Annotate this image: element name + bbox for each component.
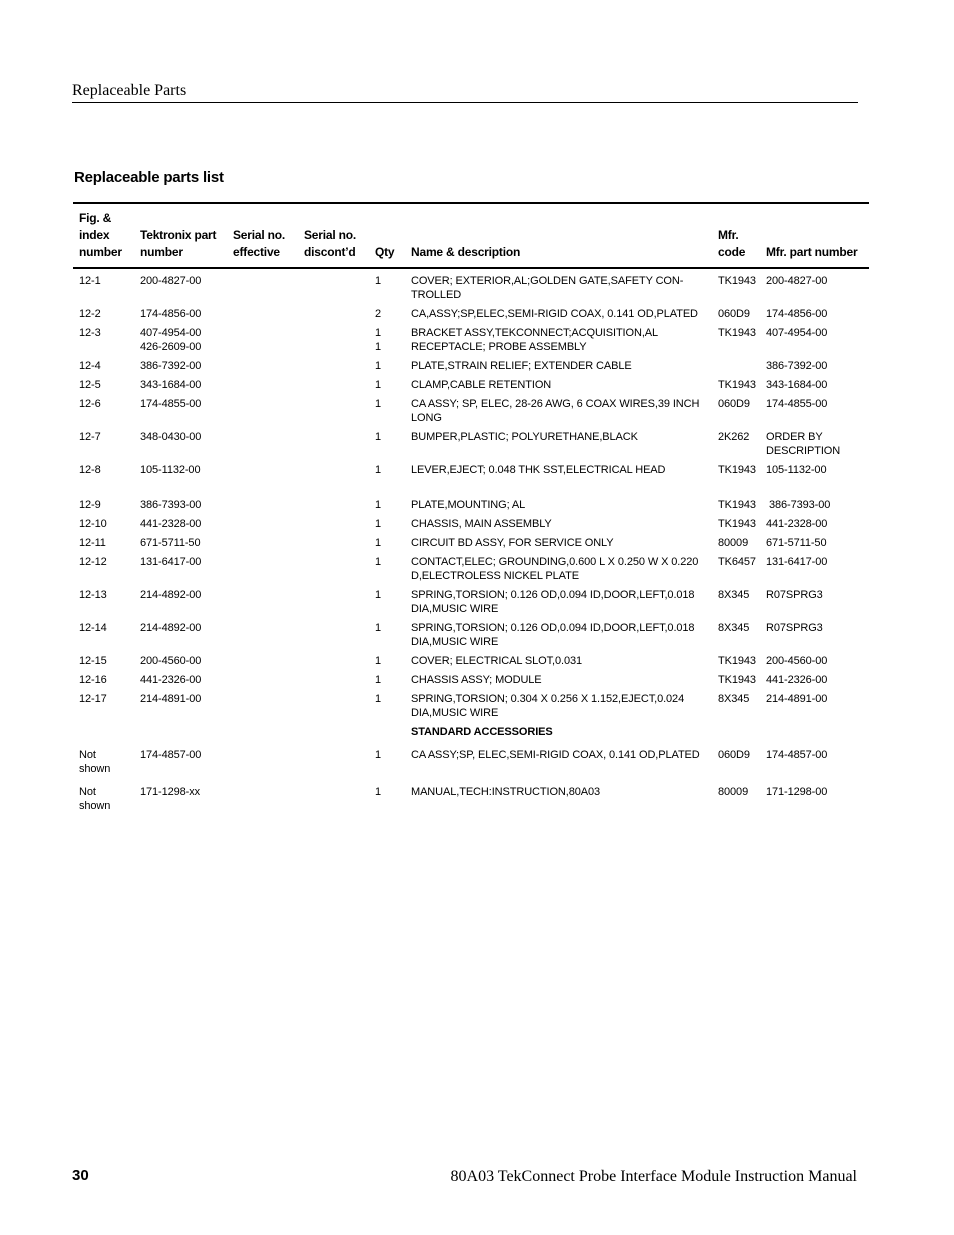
description-cell [405,373,712,392]
description-cell-line: CA ASSY;SP, ELEC,SEMI-RIGID COAX, 0.141 OD,PLATED [411,749,700,761]
part-number-cell-line: 348-0430-00 [140,431,202,443]
mfr-code-cell: 80009 [718,786,749,798]
table-body [73,268,869,813]
table-row [73,616,869,649]
qty-cell [369,268,405,302]
part-number-cell-line: 200-4560-00 [140,655,202,667]
description-cell [405,268,712,302]
fig-index-cell: 12-13 [79,589,107,601]
mfr-part-number-cell [760,373,869,392]
mfr-part-number-cell [760,392,869,425]
mfr-part-number-cell [760,354,869,373]
description-cell [405,583,712,616]
part-number-cell-line: 441-2328-00 [140,518,202,530]
serial-effective-cell [227,739,298,776]
part-number-cell-line: 407-4954-00 [140,327,202,339]
serial-effective-cell [227,616,298,649]
mfr-part-number-cell-line: 200-4560-00 [766,655,828,667]
description-cell-line: CHASSIS, MAIN ASSEMBLY [411,518,552,530]
serial-effective-cell [227,392,298,425]
table-row [73,739,869,776]
footer-manual-title: 80A03 TekConnect Probe Interface Module Instruction Manual [450,1168,857,1185]
qty-cell-line: 1 [375,518,382,530]
part-number-cell-line: 343-1684-00 [140,379,202,391]
serial-discontinued-cell [298,268,369,302]
serial-effective-cell [227,550,298,583]
part-number-cell [134,373,227,392]
fig-index-cell: 12-16 [79,674,107,686]
mfr-code-cell: 80009 [718,537,749,549]
table-row [73,649,869,668]
fig-index-cell: 12-1 [79,275,101,287]
table-row [73,550,869,583]
mfr-part-number-cell-line: ORDER BY [766,431,823,443]
mfr-part-number-cell-line: 441-2326-00 [766,674,828,686]
mfr-part-number-cell-line: 671-5711-50 [766,537,827,549]
serial-effective-cell [227,354,298,373]
serial-discontinued-cell [298,739,369,776]
qty-cell [369,668,405,687]
mfr-part-number-cell-line: 174-4855-00 [766,398,828,410]
part-number-cell [134,425,227,458]
table-row [73,512,869,531]
serial-effective-cell [227,531,298,550]
serial-effective-cell [227,512,298,531]
description-cell-line: MANUAL,TECH:INSTRUCTION,80A03 [411,786,601,798]
part-number-cell [134,616,227,649]
mfr-part-number-cell [760,531,869,550]
serial-discontinued-cell [298,512,369,531]
description-cell [405,776,712,813]
fig-index-cell: 12-10 [79,518,107,530]
table-row [73,583,869,616]
part-number-cell [134,649,227,668]
part-number-cell-line: 105-1132-00 [140,464,201,476]
qty-cell [369,687,405,720]
table-row [73,720,869,739]
table-row [73,425,869,458]
qty-cell [369,512,405,531]
qty-cell [369,373,405,392]
description-cell-line: SPRING,TORSION; 0.304 X 0.256 X 1.152,EJECT,0.024 [411,693,685,705]
description-cell-line: D,ELECTROLESS NICKEL PLATE [411,570,579,582]
description-cell-line: DIA,MUSIC WIRE [411,707,499,719]
fig-index-cell: 12-12 [79,556,107,568]
qty-cell-line: 1 [375,327,382,339]
description-cell-line: CA ASSY; SP, ELEC, 28-26 AWG, 6 COAX WIRES,39 INCH [411,398,700,410]
part-number-cell [134,458,227,493]
description-cell-line: COVER; ELECTRICAL SLOT,0.031 [411,655,583,667]
mfr-part-number-cell [760,649,869,668]
serial-discontinued-cell [298,392,369,425]
description-cell [405,550,712,583]
qty-cell-line: 1 [375,398,382,410]
qty-cell-line: 1 [375,589,382,601]
mfr-part-number-cell-line: 214-4891-00 [766,693,828,705]
description-cell-line: STANDARD ACCESSORIES [411,726,553,738]
mfr-code-cell [712,354,760,373]
description-cell [405,493,712,512]
mfr-code-cell: TK1943 [718,499,756,511]
part-number-cell [134,776,227,813]
mfr-code-cell: TK1943 [718,655,756,667]
part-number-cell-line: 386-7393-00 [140,499,202,511]
part-number-cell-line: 386-7392-00 [140,360,202,372]
mfr-code-cell: 2K262 [718,431,750,443]
table-row [73,302,869,321]
table-row [73,687,869,720]
table-header-row [73,203,869,268]
serial-discontinued-cell [298,354,369,373]
table-row [73,776,869,813]
mfr-code-cell: TK1943 [718,674,756,686]
column-header-mfr-part-number [760,203,869,268]
mfr-code-cell: TK1943 [718,327,756,339]
qty-cell-line: 1 [375,556,382,568]
column-header-tektronix-part-number [134,203,227,268]
table-row [73,493,869,512]
description-cell [405,458,712,493]
qty-cell [369,425,405,458]
serial-discontinued-cell [298,550,369,583]
mfr-part-number-cell-line: 407-4954-00 [766,327,828,339]
part-number-cell-line: 214-4892-00 [140,622,202,634]
mfr-part-number-cell-line: 105-1132-00 [766,464,827,476]
part-number-cell-line: 174-4856-00 [140,308,202,320]
parts-table [73,202,869,813]
column-header-line: code [718,245,746,259]
serial-discontinued-cell [298,649,369,668]
part-number-cell [134,512,227,531]
serial-effective-cell [227,268,298,302]
part-number-cell-line: 214-4891-00 [140,693,202,705]
description-cell-line: PLATE,STRAIN RELIEF; EXTENDER CABLE [411,360,632,372]
serial-effective-cell [227,458,298,493]
fig-index-cell: 12-6 [79,398,101,410]
serial-discontinued-cell [298,668,369,687]
serial-discontinued-cell [298,776,369,813]
running-header: Replaceable Parts [72,82,187,99]
table-row [73,531,869,550]
description-cell-line: COVER; EXTERIOR,AL;GOLDEN GATE,SAFETY CON- [411,275,684,287]
mfr-part-number-cell-line: 386-7392-00 [766,360,828,372]
serial-effective-cell [227,668,298,687]
column-header-line: discont’d [304,245,356,259]
mfr-part-number-cell [760,776,869,813]
qty-cell-line: 1 [375,431,382,443]
mfr-part-number-cell-line: 174-4856-00 [766,308,828,320]
qty-cell-line: 1 [375,464,382,476]
part-number-cell [134,392,227,425]
mfr-code-cell [712,720,760,739]
column-header-line: Tektronix part [140,228,217,242]
mfr-part-number-cell [760,550,869,583]
qty-cell-line: 1 [375,655,382,667]
part-number-cell [134,550,227,583]
part-number-cell [134,739,227,776]
mfr-part-number-cell-line: R07SPRG3 [766,589,823,601]
description-cell [405,649,712,668]
part-number-cell-line: 171-1298-xx [140,786,201,798]
description-cell [405,302,712,321]
table-row [73,392,869,425]
serial-discontinued-cell [298,720,369,739]
mfr-part-number-cell-line: 386-7393-00 [766,499,831,511]
column-header-line: Qty [375,245,395,259]
description-cell [405,616,712,649]
qty-cell [369,583,405,616]
column-header-qty [369,203,405,268]
header-rule [72,102,858,103]
serial-effective-cell [227,649,298,668]
mfr-code-cell: 060D9 [718,398,750,410]
serial-effective-cell [227,493,298,512]
part-number-cell-line: 131-6417-00 [140,556,202,568]
serial-discontinued-cell [298,458,369,493]
part-number-cell-line: 174-4857-00 [140,749,202,761]
column-header-line: Mfr. part number [766,245,858,259]
column-header-fig-index-number [73,203,134,268]
mfr-part-number-cell-line: 343-1684-00 [766,379,828,391]
fig-index-cell: 12-7 [79,431,101,443]
mfr-part-number-cell [760,425,869,458]
description-cell-line: CA,ASSY;SP,ELEC,SEMI-RIGID COAX, 0.141 OD,PLATED [411,308,698,320]
part-number-cell [134,268,227,302]
qty-cell [369,616,405,649]
qty-cell [369,392,405,425]
mfr-part-number-cell [760,668,869,687]
description-cell [405,668,712,687]
table-row [73,458,869,493]
fig-index-cell [73,720,134,739]
description-cell [405,687,712,720]
column-header-mfr-code [712,203,760,268]
qty-cell [369,550,405,583]
mfr-part-number-cell [760,739,869,776]
part-number-cell-line: 671-5711-50 [140,537,201,549]
qty-cell [369,321,405,354]
mfr-part-number-cell-line: 200-4827-00 [766,275,828,287]
table-row [73,268,869,302]
description-cell [405,425,712,458]
qty-cell-line: 1 [375,693,382,705]
qty-cell-line: 1 [375,499,382,511]
mfr-part-number-cell [760,321,869,354]
mfr-code-cell: 8X345 [718,589,750,601]
column-header-line: Name & description [411,245,521,259]
column-header-line: number [140,245,183,259]
description-cell-line: TROLLED [411,289,462,301]
qty-cell [369,354,405,373]
qty-cell [369,531,405,550]
mfr-part-number-cell-line: 174-4857-00 [766,749,828,761]
column-header-name-description [405,203,712,268]
qty-cell-line: 1 [375,622,382,634]
description-cell-line: CHASSIS ASSY; MODULE [411,674,542,686]
qty-cell [369,458,405,493]
parts-table-container [73,202,869,813]
mfr-code-cell: 060D9 [718,749,750,761]
column-header-line: number [79,245,122,259]
table-row [73,354,869,373]
column-header-line: Fig. & [79,211,112,225]
section-title: Replaceable parts list [74,169,224,186]
table-row [73,373,869,392]
description-cell-line: DIA,MUSIC WIRE [411,603,499,615]
mfr-part-number-cell [760,512,869,531]
mfr-part-number-cell [760,616,869,649]
mfr-part-number-cell-line: R07SPRG3 [766,622,823,634]
column-header-line: Mfr. [718,228,739,242]
part-number-cell-line: 441-2326-00 [140,674,202,686]
mfr-part-number-cell [760,583,869,616]
description-cell-line: CLAMP,CABLE RETENTION [411,379,552,391]
mfr-part-number-cell-line: 171-1298-00 [766,786,828,798]
column-header-line: Serial no. [233,228,286,242]
mfr-part-number-cell [760,493,869,512]
fig-index-cell: 12-4 [79,360,101,372]
description-cell-line: DIA,MUSIC WIRE [411,636,499,648]
serial-discontinued-cell [298,373,369,392]
column-header-line: Serial no. [304,228,357,242]
description-cell-line: PLATE,MOUNTING; AL [411,499,526,511]
serial-discontinued-cell [298,583,369,616]
part-number-cell-line: 426-2609-00 [140,341,202,353]
serial-discontinued-cell [298,493,369,512]
mfr-code-cell: 060D9 [718,308,750,320]
serial-effective-cell [227,583,298,616]
part-number-cell [134,687,227,720]
mfr-part-number-cell [760,720,869,739]
serial-discontinued-cell [298,425,369,458]
qty-cell [369,739,405,776]
qty-cell-line: 2 [375,308,382,320]
column-header-serial-no-discontinued [298,203,369,268]
qty-cell-line: 1 [375,749,382,761]
description-cell [405,720,712,739]
description-cell [405,739,712,776]
mfr-code-cell: TK1943 [718,379,756,391]
fig-index-cell: 12-5 [79,379,101,391]
fig-index-cell: 12-8 [79,464,101,476]
fig-index-cell: 12-15 [79,655,107,667]
mfr-code-cell: TK1943 [718,518,756,530]
fig-index-cell: 12-14 [79,622,107,634]
serial-effective-cell [227,425,298,458]
qty-cell [369,493,405,512]
page-number: 30 [72,1167,89,1184]
description-cell-line: BRACKET ASSY,TEKCONNECT;ACQUISITION,AL [411,327,659,339]
description-cell-line: LEVER,EJECT; 0.048 THK SST,ELECTRICAL HEAD [411,464,666,476]
part-number-cell [134,321,227,354]
description-cell-line: SPRING,TORSION; 0.126 OD,0.094 ID,DOOR,LEFT,0.018 [411,589,695,601]
serial-effective-cell [227,687,298,720]
qty-cell-line: 1 [375,341,382,353]
qty-cell-line: 1 [375,674,382,686]
description-cell-line: CONTACT,ELEC; GROUNDING,0.600 L X 0.250 W X 0.220 [411,556,699,568]
part-number-cell-line: 174-4855-00 [140,398,202,410]
qty-cell-line: 1 [375,275,382,287]
serial-discontinued-cell [298,531,369,550]
part-number-cell [134,668,227,687]
fig-index-cell: 12-9 [79,499,101,511]
fig-index-cell: Not shown [79,749,111,775]
mfr-part-number-cell-line: 441-2328-00 [766,518,828,530]
qty-cell-line: 1 [375,360,382,372]
mfr-code-cell: TK6457 [718,556,756,568]
mfr-part-number-cell [760,302,869,321]
qty-cell-line: 1 [375,786,382,798]
description-cell [405,531,712,550]
mfr-part-number-cell [760,268,869,302]
serial-discontinued-cell [298,616,369,649]
serial-effective-cell [227,720,298,739]
fig-index-cell: 12-17 [79,693,107,705]
qty-cell-line: 1 [375,379,382,391]
description-cell-line: SPRING,TORSION; 0.126 OD,0.094 ID,DOOR,LEFT,0.018 [411,622,695,634]
mfr-code-cell: 8X345 [718,693,750,705]
qty-cell [369,649,405,668]
description-cell-line: RECEPTACLE; PROBE ASSEMBLY [411,341,587,353]
serial-effective-cell [227,321,298,354]
mfr-part-number-cell-line: 131-6417-00 [766,556,828,568]
part-number-cell [134,302,227,321]
serial-discontinued-cell [298,687,369,720]
part-number-cell [134,354,227,373]
part-number-cell [134,583,227,616]
part-number-cell [134,720,227,739]
serial-effective-cell [227,302,298,321]
part-number-cell-line: 214-4892-00 [140,589,202,601]
column-header-serial-no-effective [227,203,298,268]
table-row [73,668,869,687]
description-cell-line: BUMPER,PLASTIC; POLYURETHANE,BLACK [411,431,638,443]
part-number-cell-line: 200-4827-00 [140,275,202,287]
serial-discontinued-cell [298,321,369,354]
part-number-cell [134,493,227,512]
fig-index-cell: 12-3 [79,327,101,339]
description-cell [405,354,712,373]
description-cell [405,512,712,531]
fig-index-cell: 12-2 [79,308,101,320]
serial-effective-cell [227,776,298,813]
part-number-cell [134,531,227,550]
serial-effective-cell [227,373,298,392]
serial-discontinued-cell [298,302,369,321]
fig-index-cell: 12-11 [79,537,106,549]
column-header-line: effective [233,245,280,259]
column-header-line: index [79,228,110,242]
qty-cell [369,720,405,739]
fig-index-cell: Not shown [79,786,111,812]
description-cell-line: LONG [411,412,442,424]
mfr-code-cell: TK1943 [718,275,756,287]
description-cell-line: CIRCUIT BD ASSY, FOR SERVICE ONLY [411,537,614,549]
description-cell [405,321,712,354]
mfr-part-number-cell [760,458,869,493]
mfr-code-cell: 8X345 [718,622,750,634]
mfr-part-number-cell-line: DESCRIPTION [766,445,841,457]
qty-cell [369,776,405,813]
mfr-code-cell: TK1943 [718,464,756,476]
qty-cell-line: 1 [375,537,382,549]
description-cell [405,392,712,425]
qty-cell [369,302,405,321]
mfr-part-number-cell [760,687,869,720]
table-row [73,321,869,354]
